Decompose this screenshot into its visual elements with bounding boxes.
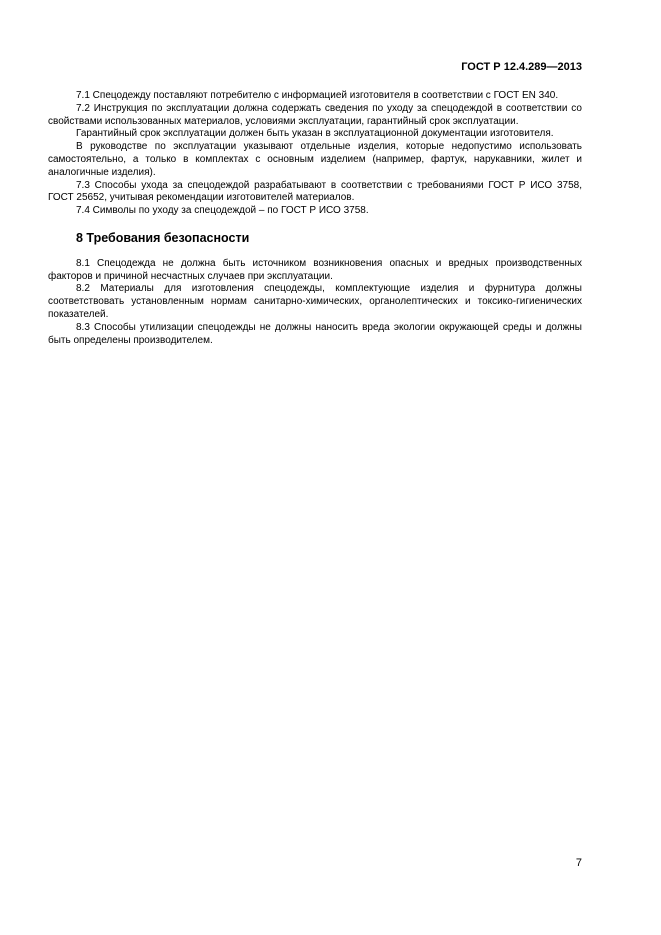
document-code-header: ГОСТ Р 12.4.289—2013 [461, 61, 582, 73]
paragraph-7-2: 7.2 Инструкция по эксплуатации должна содержать сведения по уходу за спецодеждой в соответствии со свойствами использованных материалов, условиями эксплуатации, гарантийный срок эксплуатации. [48, 102, 582, 127]
paragraph-warranty: Гарантийный срок эксплуатации должен быть указан в эксплуатационной документации изготовителя. [76, 128, 554, 140]
paragraph-8-2: 8.2 Материалы для изготовления спецодежды, комплектующие изделия и фурнитура должны соответствовать установленным нормам санитарно-химических, органолептических и токсико-гигиенических показателей. [48, 283, 582, 320]
paragraph-7-1: 7.1 Спецодежду поставляют потребителю с информацией изготовителя в соответствии с ГОСТ EN 340. [76, 90, 559, 101]
paragraph-8-3: 8.3 Способы утилизации спецодежды не должны наносить вреда экологии окружающей среды и должны быть определены производителем. [48, 321, 582, 346]
page-number: 7 [575, 857, 582, 869]
paragraph-7-4: 7.4 Символы по уходу за спецодеждой – по ГОСТ Р ИСО 3758. [76, 205, 369, 217]
paragraph-7-3: 7.3 Способы ухода за спецодеждой разрабатывают в соответствии с требованиями ГОСТ Р ИСО 3758, ГОСТ 25652, учитывая рекомендации изготовителей материалов. [48, 179, 582, 204]
section-8-heading: 8 Требования безопасности [76, 230, 250, 245]
page-content [48, 90, 582, 347]
paragraph-manual: В руководстве по эксплуатации указывают отдельные изделия, которые недопустимо использовать самостоятельно, а только в комплектах с основным изделием (например, фартук, нарукавники, жилет и аналогичные изделия). [48, 141, 582, 178]
paragraph-8-1: 8.1 Спецодежда не должна быть источником возникновения опасных и вредных производственных факторов и причиной несчастных случаев при эксплуатации. [48, 257, 582, 282]
